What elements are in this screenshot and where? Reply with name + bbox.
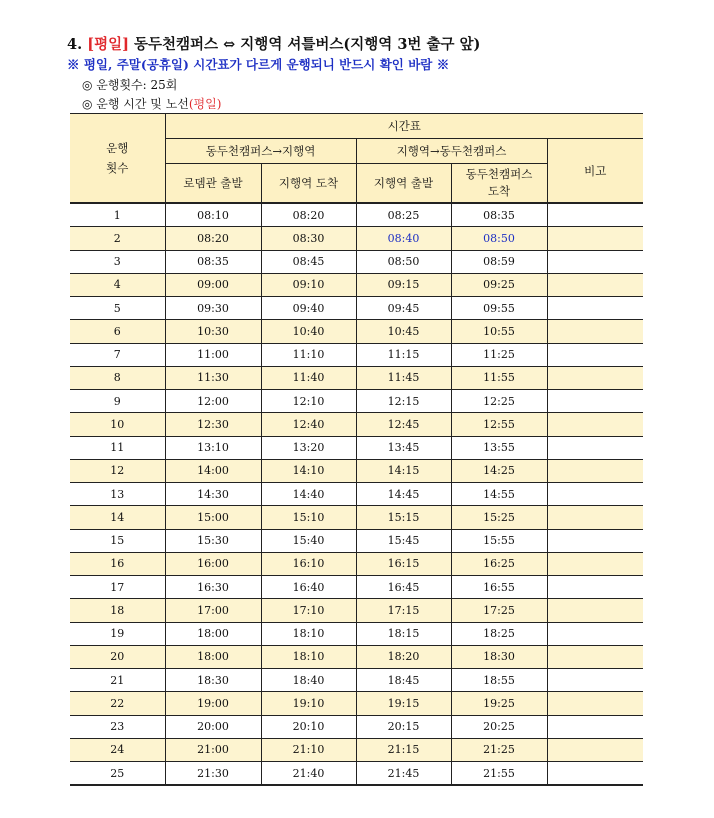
table-row	[70, 552, 643, 575]
station-arrive-time: 20:10	[261, 715, 356, 738]
rodem-depart-time: 08:10	[165, 203, 261, 227]
campus-arrive-time: 14:25	[451, 459, 547, 482]
remarks-cell	[547, 250, 643, 273]
remarks-cell	[547, 738, 643, 761]
remarks-cell	[547, 343, 643, 366]
campus-arrive-time: 12:55	[451, 413, 547, 436]
header-runs: 운행 횟수	[70, 114, 165, 204]
station-depart-time: 15:15	[356, 506, 451, 529]
remarks-cell	[547, 506, 643, 529]
run-number: 12	[70, 459, 165, 482]
station-depart-time: 09:15	[356, 273, 451, 296]
rodem-depart-time: 14:30	[165, 483, 261, 506]
rodem-depart-time: 18:00	[165, 645, 261, 668]
station-arrive-time: 14:40	[261, 483, 356, 506]
station-arrive-time: 09:10	[261, 273, 356, 296]
run-number: 17	[70, 576, 165, 599]
remarks-cell	[547, 436, 643, 459]
station-arrive-time: 08:30	[261, 227, 356, 250]
campus-arrive-time: 09:55	[451, 297, 547, 320]
station-depart-time: 17:15	[356, 599, 451, 622]
station-arrive-time: 12:10	[261, 390, 356, 413]
rodem-depart-time: 12:30	[165, 413, 261, 436]
route-title: 동두천캠퍼스 ⇔ 지행역 셔틀버스(지행역 3번 출구 앞)	[134, 36, 481, 53]
table-row	[70, 297, 643, 320]
station-depart-time: 10:45	[356, 320, 451, 343]
run-number: 8	[70, 366, 165, 389]
table-row	[70, 320, 643, 343]
campus-arrive-time: 12:25	[451, 390, 547, 413]
remarks-cell	[547, 669, 643, 692]
campus-arrive-time: 16:25	[451, 552, 547, 575]
station-depart-time: 18:15	[356, 622, 451, 645]
run-number: 1	[70, 203, 165, 227]
shuttle-timetable	[70, 113, 643, 786]
run-number: 10	[70, 413, 165, 436]
header-rodem-depart: 로뎀관 출발	[165, 164, 261, 204]
table-row	[70, 483, 643, 506]
rodem-depart-time: 08:35	[165, 250, 261, 273]
remarks-cell	[547, 320, 643, 343]
campus-arrive-time: 20:25	[451, 715, 547, 738]
remarks-cell	[547, 459, 643, 482]
station-depart-time: 11:45	[356, 366, 451, 389]
remarks-cell	[547, 692, 643, 715]
remarks-cell	[547, 762, 643, 786]
table-row	[70, 762, 643, 786]
run-number: 23	[70, 715, 165, 738]
station-depart-time: 11:15	[356, 343, 451, 366]
rodem-depart-time: 18:00	[165, 622, 261, 645]
station-depart-time: 21:45	[356, 762, 451, 786]
table-row	[70, 506, 643, 529]
run-number: 15	[70, 529, 165, 552]
run-number: 16	[70, 552, 165, 575]
remarks-cell	[547, 273, 643, 296]
rodem-depart-time: 20:00	[165, 715, 261, 738]
table-row	[70, 738, 643, 761]
table-row	[70, 227, 643, 250]
table-row	[70, 390, 643, 413]
header-timetable: 시간표	[165, 114, 643, 139]
rodem-depart-time: 14:00	[165, 459, 261, 482]
header-direction-to-campus: 지행역→동두천캠퍼스	[356, 139, 547, 164]
station-arrive-time: 15:10	[261, 506, 356, 529]
remarks-cell	[547, 203, 643, 227]
table-row	[70, 273, 643, 296]
remarks-cell	[547, 645, 643, 668]
rodem-depart-time: 12:00	[165, 390, 261, 413]
route-bullet-label: ◎ 운행 시간 및 노선	[82, 97, 189, 111]
rodem-depart-time: 08:20	[165, 227, 261, 250]
station-depart-time: 14:15	[356, 459, 451, 482]
run-number: 3	[70, 250, 165, 273]
route-bullet	[82, 95, 221, 112]
station-arrive-time: 17:10	[261, 599, 356, 622]
run-number: 4	[70, 273, 165, 296]
rodem-depart-time: 09:00	[165, 273, 261, 296]
remarks-cell	[547, 483, 643, 506]
header-remarks: 비고	[547, 139, 643, 204]
remarks-cell	[547, 622, 643, 645]
station-arrive-time: 18:40	[261, 669, 356, 692]
table-row	[70, 436, 643, 459]
station-arrive-time: 10:40	[261, 320, 356, 343]
header-campus-arrive: 동두천캠퍼스 도착	[451, 164, 547, 204]
run-number: 9	[70, 390, 165, 413]
remarks-cell	[547, 297, 643, 320]
section-number: 4.	[67, 36, 83, 53]
rodem-depart-time: 18:30	[165, 669, 261, 692]
table-row	[70, 622, 643, 645]
remarks-cell	[547, 715, 643, 738]
campus-arrive-time: 17:25	[451, 599, 547, 622]
run-number: 5	[70, 297, 165, 320]
station-arrive-time: 16:10	[261, 552, 356, 575]
rodem-depart-time: 15:30	[165, 529, 261, 552]
table-row	[70, 343, 643, 366]
timetable-body	[70, 203, 643, 785]
station-arrive-time: 21:40	[261, 762, 356, 786]
station-depart-time: 08:40	[356, 227, 451, 250]
campus-arrive-time: 11:55	[451, 366, 547, 389]
station-depart-time: 13:45	[356, 436, 451, 459]
campus-arrive-time: 10:55	[451, 320, 547, 343]
station-depart-time: 09:45	[356, 297, 451, 320]
table-row	[70, 599, 643, 622]
station-arrive-time: 15:40	[261, 529, 356, 552]
table-row	[70, 715, 643, 738]
rodem-depart-time: 09:30	[165, 297, 261, 320]
run-number: 20	[70, 645, 165, 668]
station-depart-time: 08:25	[356, 203, 451, 227]
campus-arrive-time: 15:55	[451, 529, 547, 552]
rodem-depart-time: 21:30	[165, 762, 261, 786]
station-depart-time: 19:15	[356, 692, 451, 715]
remarks-cell	[547, 390, 643, 413]
header-direction-to-station: 동두천캠퍼스→지행역	[165, 139, 356, 164]
rodem-depart-time: 16:30	[165, 576, 261, 599]
run-number: 14	[70, 506, 165, 529]
rodem-depart-time: 13:10	[165, 436, 261, 459]
table-row	[70, 669, 643, 692]
campus-arrive-time: 09:25	[451, 273, 547, 296]
run-number: 19	[70, 622, 165, 645]
run-number: 25	[70, 762, 165, 786]
rodem-depart-time: 10:30	[165, 320, 261, 343]
remarks-cell	[547, 529, 643, 552]
route-bullet-tag: (평일)	[188, 97, 222, 111]
station-arrive-time: 11:40	[261, 366, 356, 389]
campus-arrive-time: 11:25	[451, 343, 547, 366]
rodem-depart-time: 11:00	[165, 343, 261, 366]
campus-arrive-time: 18:25	[451, 622, 547, 645]
station-depart-time: 20:15	[356, 715, 451, 738]
table-row	[70, 203, 643, 227]
run-number: 22	[70, 692, 165, 715]
table-row	[70, 413, 643, 436]
rodem-depart-time: 11:30	[165, 366, 261, 389]
run-number: 7	[70, 343, 165, 366]
run-number: 21	[70, 669, 165, 692]
campus-arrive-time: 14:55	[451, 483, 547, 506]
remarks-cell	[547, 599, 643, 622]
station-arrive-time: 18:10	[261, 622, 356, 645]
run-number: 18	[70, 599, 165, 622]
campus-arrive-time: 08:59	[451, 250, 547, 273]
station-arrive-time: 21:10	[261, 738, 356, 761]
station-depart-time: 21:15	[356, 738, 451, 761]
schedule-notice: ※ 평일, 주말(공휴일) 시간표가 다르게 운행되니 반드시 확인 바람 ※	[67, 57, 450, 72]
run-number: 6	[70, 320, 165, 343]
campus-arrive-time: 18:30	[451, 645, 547, 668]
station-arrive-time: 14:10	[261, 459, 356, 482]
station-depart-time: 16:45	[356, 576, 451, 599]
station-arrive-time: 19:10	[261, 692, 356, 715]
station-depart-time: 18:45	[356, 669, 451, 692]
station-arrive-time: 09:40	[261, 297, 356, 320]
weekday-tag: [평일]	[87, 36, 129, 53]
campus-arrive-time: 16:55	[451, 576, 547, 599]
run-number: 24	[70, 738, 165, 761]
rodem-depart-time: 17:00	[165, 599, 261, 622]
campus-arrive-time: 08:35	[451, 203, 547, 227]
station-arrive-time: 16:40	[261, 576, 356, 599]
station-arrive-time: 11:10	[261, 343, 356, 366]
campus-arrive-time: 18:55	[451, 669, 547, 692]
remarks-cell	[547, 576, 643, 599]
rodem-depart-time: 19:00	[165, 692, 261, 715]
remarks-cell	[547, 366, 643, 389]
campus-arrive-time: 21:55	[451, 762, 547, 786]
table-row	[70, 366, 643, 389]
station-depart-time: 15:45	[356, 529, 451, 552]
campus-arrive-time: 08:50	[451, 227, 547, 250]
station-depart-time: 12:45	[356, 413, 451, 436]
table-row	[70, 692, 643, 715]
header-station-arrive: 지행역 도착	[261, 164, 356, 204]
section-title	[67, 33, 480, 54]
rodem-depart-time: 16:00	[165, 552, 261, 575]
station-depart-time: 12:15	[356, 390, 451, 413]
station-arrive-time: 18:10	[261, 645, 356, 668]
station-arrive-time: 08:45	[261, 250, 356, 273]
station-depart-time: 16:15	[356, 552, 451, 575]
station-depart-time: 08:50	[356, 250, 451, 273]
run-number: 2	[70, 227, 165, 250]
station-arrive-time: 12:40	[261, 413, 356, 436]
remarks-cell	[547, 413, 643, 436]
run-number: 11	[70, 436, 165, 459]
run-count-bullet: ◎ 운행횟수: 25회	[82, 78, 178, 92]
station-arrive-time: 08:20	[261, 203, 356, 227]
station-arrive-time: 13:20	[261, 436, 356, 459]
campus-arrive-time: 13:55	[451, 436, 547, 459]
rodem-depart-time: 21:00	[165, 738, 261, 761]
rodem-depart-time: 15:00	[165, 506, 261, 529]
table-row	[70, 576, 643, 599]
header-station-depart: 지행역 출발	[356, 164, 451, 204]
remarks-cell	[547, 227, 643, 250]
station-depart-time: 14:45	[356, 483, 451, 506]
table-row	[70, 459, 643, 482]
remarks-cell	[547, 552, 643, 575]
table-row	[70, 250, 643, 273]
table-row	[70, 529, 643, 552]
table-row	[70, 645, 643, 668]
run-number: 13	[70, 483, 165, 506]
campus-arrive-time: 21:25	[451, 738, 547, 761]
station-depart-time: 18:20	[356, 645, 451, 668]
campus-arrive-time: 19:25	[451, 692, 547, 715]
campus-arrive-time: 15:25	[451, 506, 547, 529]
